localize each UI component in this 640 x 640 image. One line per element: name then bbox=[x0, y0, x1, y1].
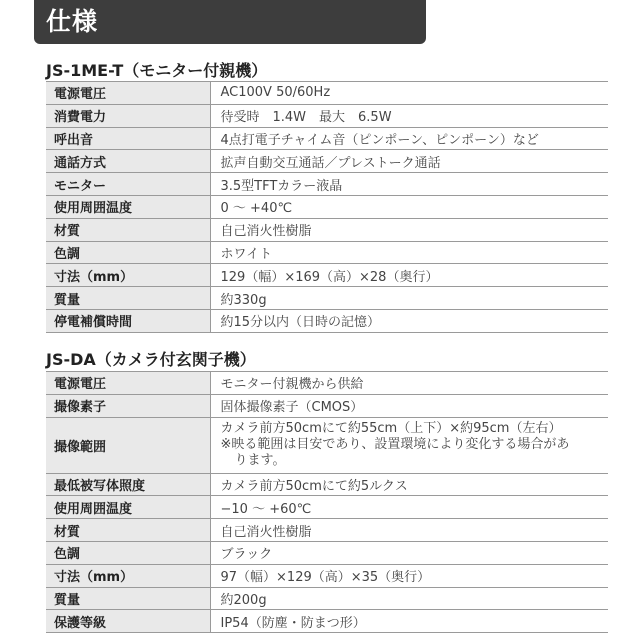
row-value bbox=[210, 417, 608, 473]
row-label: 撮像素子 bbox=[46, 394, 210, 417]
row-label: 寸法（mm） bbox=[46, 564, 210, 587]
row-label: 通話方式 bbox=[46, 150, 210, 173]
row-value: AC100V 50/60Hz bbox=[210, 82, 608, 105]
table-row bbox=[46, 564, 608, 587]
table-row bbox=[46, 264, 608, 287]
row-label: 質量 bbox=[46, 587, 210, 610]
table-row bbox=[46, 104, 608, 127]
row-value: 129（幅）×169（高）×28（奥行） bbox=[210, 264, 608, 287]
table-row bbox=[46, 541, 608, 564]
row-value: 自己消火性樹脂 bbox=[210, 519, 608, 542]
row-value: 自己消火性樹脂 bbox=[210, 218, 608, 241]
row-value: 3.5型TFTカラー液晶 bbox=[210, 173, 608, 196]
row-value: IP54（防塵・防まつ形） bbox=[210, 610, 608, 633]
row-label: 色調 bbox=[46, 241, 210, 264]
row-value: 約330g bbox=[210, 287, 608, 310]
table-row bbox=[46, 519, 608, 542]
row-label: 最低被写体照度 bbox=[46, 473, 210, 496]
spec-table-monitor bbox=[46, 81, 608, 333]
table-row bbox=[46, 587, 608, 610]
spec-table-camera bbox=[46, 371, 608, 633]
table-row bbox=[46, 417, 608, 473]
table-row bbox=[46, 496, 608, 519]
table-row bbox=[46, 127, 608, 150]
table-row bbox=[46, 372, 608, 395]
row-value: 0 ～ +40℃ bbox=[210, 195, 608, 218]
row-value: 約15分以内（日時の記憶） bbox=[210, 309, 608, 332]
row-label: 電源電圧 bbox=[46, 372, 210, 395]
row-value-line: ※映る範囲は目安であり、設置環境により変化する場合があ bbox=[220, 437, 570, 453]
row-value: モニター付親機から供給 bbox=[210, 372, 608, 395]
row-label: 電源電圧 bbox=[46, 82, 210, 105]
section-title-camera: JS-DA（カメラ付玄関子機） bbox=[46, 350, 256, 369]
row-value: カメラ前方50cmにて約5ルクス bbox=[210, 473, 608, 496]
page-title-bar bbox=[34, 0, 426, 44]
table-row bbox=[46, 287, 608, 310]
row-label: 使用周囲温度 bbox=[46, 195, 210, 218]
row-label: 材質 bbox=[46, 218, 210, 241]
table-row bbox=[46, 195, 608, 218]
row-label: 保護等級 bbox=[46, 610, 210, 633]
table-row bbox=[46, 394, 608, 417]
row-label: 寸法（mm） bbox=[46, 264, 210, 287]
row-value: 約200g bbox=[210, 587, 608, 610]
row-value: 固体撮像素子（CMOS） bbox=[210, 394, 608, 417]
row-label: 使用周囲温度 bbox=[46, 496, 210, 519]
table-row bbox=[46, 309, 608, 332]
table-row bbox=[46, 218, 608, 241]
row-label: 停電補償時間 bbox=[46, 309, 210, 332]
section-title-monitor: JS-1ME-T（モニター付親機） bbox=[46, 61, 268, 80]
table-row bbox=[46, 241, 608, 264]
row-label: 質量 bbox=[46, 287, 210, 310]
row-value: 4点打電子チャイム音（ピンポーン、ピンポーン）など bbox=[210, 127, 608, 150]
row-label: 材質 bbox=[46, 519, 210, 542]
row-value: 97（幅）×129（高）×35（奥行） bbox=[210, 564, 608, 587]
table-row bbox=[46, 82, 608, 105]
page-title: 仕様 bbox=[46, 7, 99, 36]
row-value-line: カメラ前方50cmにて約55cm（上下）×約95cm（左右） bbox=[220, 421, 562, 437]
row-value: −10 ～ +60℃ bbox=[210, 496, 608, 519]
row-value: 待受時 1.4W 最大 6.5W bbox=[210, 104, 608, 127]
row-label: 撮像範囲 bbox=[46, 417, 210, 473]
row-label: 呼出音 bbox=[46, 127, 210, 150]
row-value: ブラック bbox=[210, 541, 608, 564]
table-row bbox=[46, 610, 608, 633]
row-label: 色調 bbox=[46, 541, 210, 564]
table-row bbox=[46, 473, 608, 496]
table-row bbox=[46, 173, 608, 196]
row-value: 拡声自動交互通話／プレストーク通話 bbox=[210, 150, 608, 173]
row-label: モニター bbox=[46, 173, 210, 196]
table-row bbox=[46, 150, 608, 173]
row-label: 消費電力 bbox=[46, 104, 210, 127]
row-value-line: ります。 bbox=[234, 453, 286, 469]
row-value: ホワイト bbox=[210, 241, 608, 264]
